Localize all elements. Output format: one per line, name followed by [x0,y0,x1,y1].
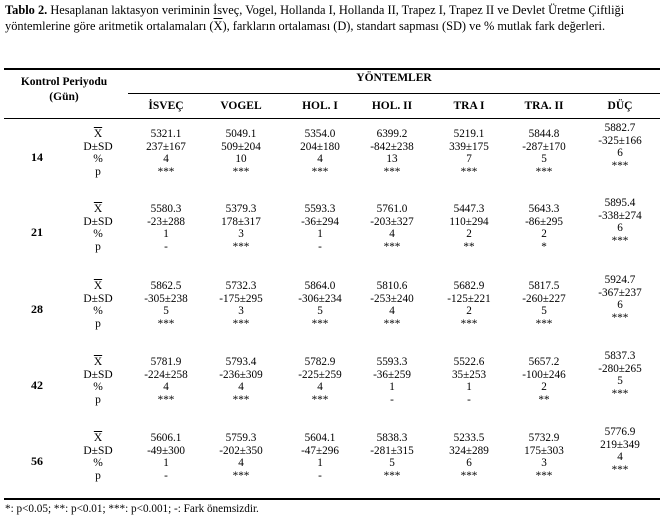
cell-value: 5793.4 [225,356,257,368]
data-cell [434,280,504,330]
cell-value: 3 [238,305,244,317]
cell-value: *** [383,469,401,482]
cell-value: -225±259 [298,368,342,381]
data-cell [206,128,276,178]
cell-value: 5321.1 [150,128,182,140]
period-label: 28 [31,302,43,316]
header-bottom-rule [4,118,660,119]
stat-label: % [93,153,103,165]
data-cell [509,203,579,253]
cell-value: *** [383,317,401,330]
cell-value: *** [611,234,629,247]
stat-label: % [93,305,103,317]
cell-value: *** [611,463,629,476]
cell-value: 5 [317,305,323,317]
caption-text-after: ), farkların ortalaması (D), standart sapması (SD) ve % mutlak fark değerleri. [222,18,606,33]
cell-value: *** [232,240,250,253]
cell-value: *** [611,387,629,400]
data-cell [434,432,504,482]
method-column-header: VOGEL [220,100,262,112]
cell-value: 5732.3 [225,280,257,292]
cell-value: 5580.3 [150,203,182,215]
stat-label: p [95,317,101,330]
data-cell [285,432,355,482]
cell-value: -224±258 [144,368,188,381]
cell-value: 5761.0 [376,203,408,215]
stat-label: $\overline{X}$ [93,280,103,292]
cell-value: 204±180 [300,140,340,153]
stat-label: D±SD [83,444,113,457]
data-cell [585,274,655,324]
cell-value: 237±167 [146,140,186,153]
cell-value: 5604.1 [304,432,336,444]
data-cell [357,356,427,406]
cell-value: -36±294 [301,215,339,228]
cell-value: 1 [389,381,395,393]
cell-value: *** [157,393,175,406]
stat-label: D±SD [83,215,113,228]
caption-text-before: Hesaplanan laktasyon veriminin İsveç, Vogel, Hollanda I, Hollanda II, Trapez I, Trapez II ve Devlet Üretme Çiftliği yöntemlerine göre aritmetik ortalamaları ( [5,3,625,33]
cell-value: -842±238 [370,140,414,153]
method-column-header: TRA I [453,100,485,112]
cell-value: 219±349 [600,438,640,451]
cell-value: 4 [389,305,395,317]
data-cell [131,356,201,406]
cell-value: 5759.3 [225,432,257,444]
cell-value: *** [311,393,329,406]
method-column-header: HOL. I [302,100,338,112]
data-cell [509,356,579,406]
stat-labels [70,203,126,253]
cell-value: *** [157,165,175,178]
cell-value: -49±300 [147,444,185,457]
cell-value: 5593.3 [304,203,336,215]
period-label: 21 [31,225,43,239]
cell-value: 5643.3 [528,203,560,215]
cell-value: 5 [541,305,547,317]
cell-value: -338±274 [598,209,642,222]
stat-label: $\overline{X}$ [93,203,103,215]
cell-value: 5838.3 [376,432,408,444]
data-cell [509,280,579,330]
period-label: 56 [31,454,43,468]
cell-value: *** [460,317,478,330]
cell-value: 5882.7 [604,122,636,134]
cell-value: 35±253 [451,368,487,381]
cell-value: 2 [466,228,472,240]
cell-value: 6 [466,457,472,469]
cell-value: 5 [617,375,623,387]
cell-value: 6 [617,222,623,234]
cell-value: -305±238 [144,292,188,305]
period-header-line1: Kontrol Periyodu [20,76,108,88]
stat-labels [70,356,126,406]
cell-value: 5219.1 [453,128,485,140]
cell-value: 1 [317,228,323,240]
cell-value: 339±175 [449,140,489,153]
cell-value: 2 [466,305,472,317]
cell-value: 4 [238,457,244,469]
data-cell [131,280,201,330]
cell-value: 4 [238,381,244,393]
cell-value: 5 [163,305,169,317]
cell-value: 5924.7 [604,274,636,286]
cell-value: -287±170 [522,140,566,153]
cell-value: 4 [317,153,323,165]
cell-value: - [164,469,168,482]
stat-labels [70,280,126,330]
cell-value: -175±295 [219,292,263,305]
cell-value: -47±296 [301,444,339,457]
cell-value: 1 [317,457,323,469]
cell-value: 509±204 [221,140,261,153]
cell-value: 5379.3 [225,203,257,215]
cell-value: 5049.1 [225,128,257,140]
data-cell [585,122,655,172]
cell-value: 6 [617,299,623,311]
data-cell [509,432,579,482]
cell-value: -280±265 [598,362,642,375]
cell-value: -281±315 [370,444,414,457]
cell-value: *** [311,317,329,330]
data-cell [206,203,276,253]
data-cell [285,128,355,178]
cell-value: 175±303 [524,444,564,457]
cell-value: 5837.3 [604,350,636,362]
cell-value: 5862.5 [150,280,182,292]
period-header-line2: (Gün) [49,91,79,103]
cell-value: 4 [163,153,169,165]
cell-value: 2 [541,228,547,240]
data-cell [131,203,201,253]
cell-value: -36±259 [373,368,411,381]
cell-value: 6399.2 [376,128,408,140]
caption-label: Tablo 2. [5,3,48,17]
cell-value: 1 [163,457,169,469]
cell-value: 5817.5 [528,280,560,292]
cell-value: *** [311,165,329,178]
cell-value: - [467,393,471,406]
cell-value: -203±327 [370,215,414,228]
cell-value: - [390,393,394,406]
data-cell [585,350,655,400]
cell-value: *** [535,165,553,178]
cell-value: -202±350 [219,444,263,457]
cell-value: 5657.2 [528,356,560,368]
cell-value: ** [538,393,550,406]
cell-value: -325±166 [598,134,642,147]
period-label: 42 [31,378,43,392]
stat-label: % [93,381,103,393]
table-caption [5,3,661,34]
stat-label: p [95,469,101,482]
period-label: 14 [31,150,43,164]
cell-value: 4 [389,228,395,240]
data-cell [206,280,276,330]
cell-value: *** [611,311,629,324]
table-top-rule [4,68,660,70]
cell-value: 5844.8 [528,128,560,140]
method-column-header: TRA. II [524,100,564,112]
data-cell [206,356,276,406]
cell-value: -367±237 [598,286,642,299]
cell-value: -260±227 [522,292,566,305]
data-cell [131,128,201,178]
cell-value: *** [383,240,401,253]
cell-value: 5 [389,457,395,469]
cell-value: 5522.6 [453,356,485,368]
data-cell [434,203,504,253]
data-cell [285,356,355,406]
stat-label: $\overline{X}$ [93,356,103,368]
cell-value: 5233.5 [453,432,485,444]
table-bottom-rule [4,498,660,500]
data-cell [285,203,355,253]
cell-value: 3 [541,457,547,469]
cell-value: -253±240 [370,292,414,305]
stat-label: p [95,165,101,178]
cell-value: 5776.9 [604,426,636,438]
cell-value: *** [157,317,175,330]
cell-value: -306±234 [298,292,342,305]
data-cell [509,128,579,178]
cell-value: *** [232,317,250,330]
cell-value: 324±289 [449,444,489,457]
cell-value: 4 [163,381,169,393]
stat-labels [70,128,126,178]
cell-value: - [318,240,322,253]
data-cell [585,426,655,476]
cell-value: 1 [466,381,472,393]
cell-value: 4 [317,381,323,393]
method-column-header: DÜÇ [607,100,633,112]
cell-value: *** [232,469,250,482]
cell-value: 5810.6 [376,280,408,292]
methods-underline [128,93,660,94]
cell-value: 5864.0 [304,280,336,292]
cell-value: 6 [617,147,623,159]
stat-labels [70,432,126,482]
method-column-header: HOL. II [371,100,413,112]
cell-value: 4 [617,451,623,463]
cell-value: -236±309 [219,368,263,381]
data-cell [434,128,504,178]
cell-value: -23±288 [147,215,185,228]
cell-value: 1 [163,228,169,240]
stat-label: D±SD [83,292,113,305]
cell-value: 5593.3 [376,356,408,368]
data-cell [357,203,427,253]
cell-value: 5732.9 [528,432,560,444]
method-column-header: İSVEÇ [148,100,184,112]
cell-value: 5781.9 [150,356,182,368]
cell-value: 13 [386,153,398,165]
cell-value: -125±221 [447,292,491,305]
data-cell [434,356,504,406]
cell-value: 5682.9 [453,280,485,292]
stat-label: D±SD [83,140,113,153]
cell-value: * [541,240,547,253]
data-cell [357,128,427,178]
stat-label: $\overline{X}$ [93,128,103,140]
cell-value: 5895.4 [604,197,636,209]
data-cell [131,432,201,482]
stat-label: p [95,393,101,406]
cell-value: *** [460,469,478,482]
cell-value: *** [383,165,401,178]
cell-value: *** [535,469,553,482]
cell-value: 110±294 [449,215,489,228]
table-footnote: *: p<0.05; **: p<0.01; ***: p<0.001; -: Fark önemsizdir. [5,503,259,515]
methods-header: YÖNTEMLER [356,72,432,84]
data-cell [585,197,655,247]
cell-value: - [318,469,322,482]
stat-label: p [95,240,101,253]
cell-value: - [164,240,168,253]
stat-label: % [93,457,103,469]
cell-value: 5 [541,153,547,165]
cell-value: *** [611,159,629,172]
mean-symbol: $\overline{X}$ [213,18,223,33]
cell-value: 3 [238,228,244,240]
cell-value: -100±246 [522,368,566,381]
cell-value: ** [463,240,475,253]
stat-label: D±SD [83,368,113,381]
data-cell [357,432,427,482]
cell-value: 7 [466,153,472,165]
cell-value: 10 [235,153,247,165]
data-cell [206,432,276,482]
cell-value: *** [232,165,250,178]
period-column-header [4,75,124,105]
cell-value: -86±295 [525,215,563,228]
data-cell [357,280,427,330]
cell-value: 5354.0 [304,128,336,140]
cell-value: *** [232,393,250,406]
data-cell [285,280,355,330]
cell-value: 5782.9 [304,356,336,368]
stat-label: % [93,228,103,240]
cell-value: *** [460,165,478,178]
cell-value: *** [535,317,553,330]
cell-value: 5606.1 [150,432,182,444]
stat-label: $\overline{X}$ [93,432,103,444]
cell-value: 178±317 [221,215,261,228]
cell-value: 5447.3 [453,203,485,215]
cell-value: 2 [541,381,547,393]
